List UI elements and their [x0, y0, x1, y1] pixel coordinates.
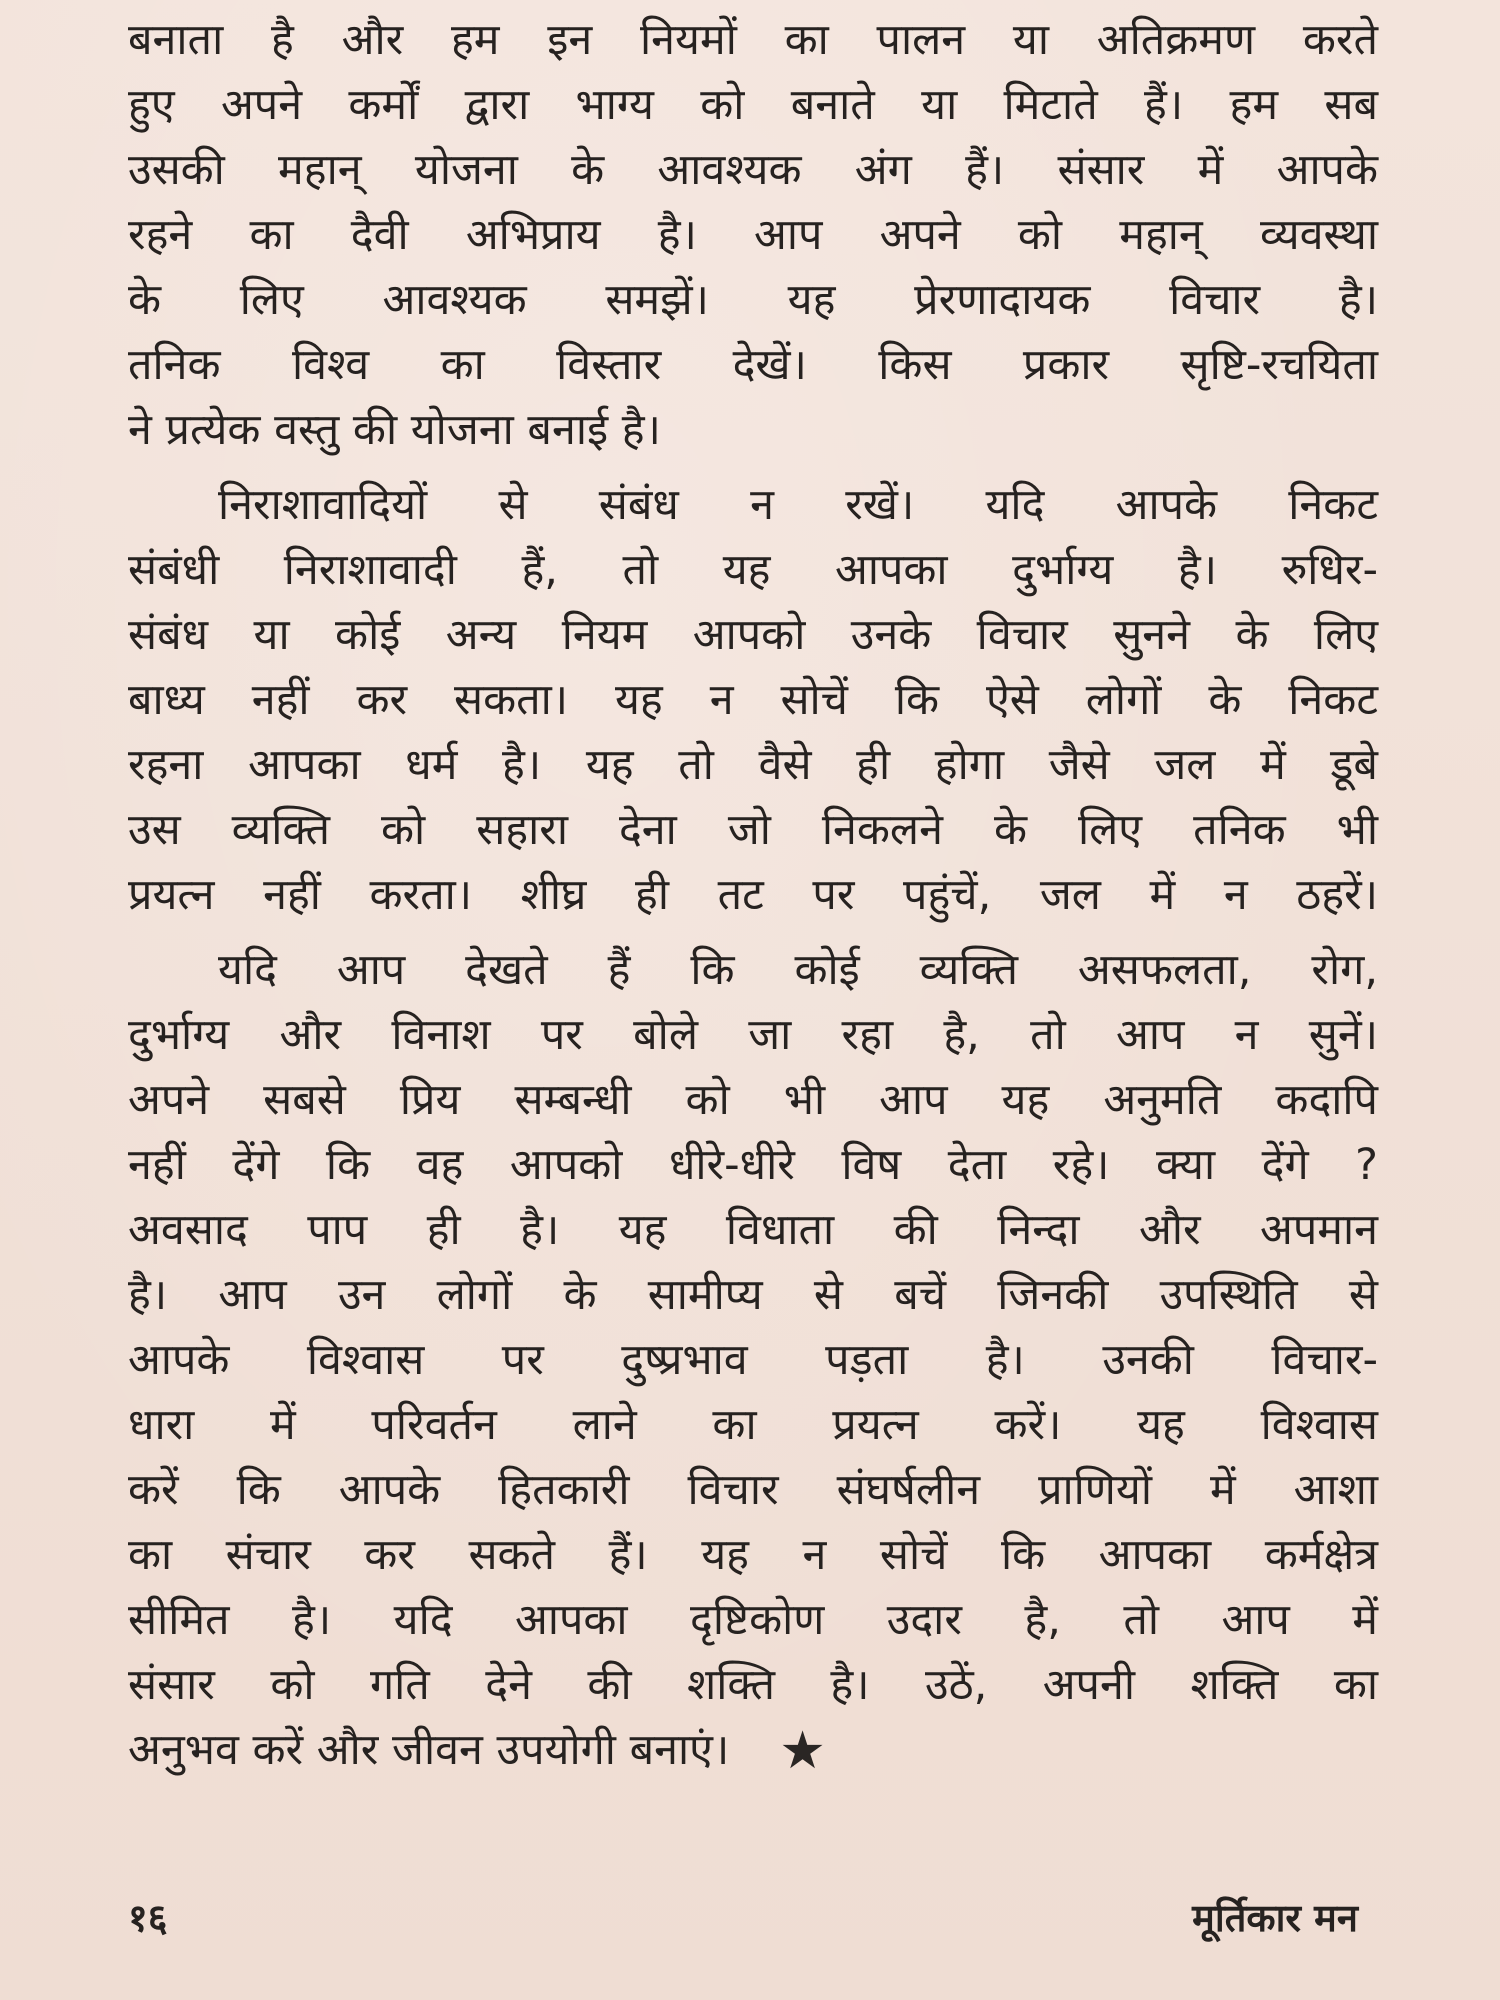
text-line: संसार को गति देने की शक्ति है। उठें, अपनी शक्ति का	[128, 1660, 1378, 1710]
text-line: धारा में परिवर्तन लाने का प्रयत्न करें। यह विश्वास	[128, 1400, 1378, 1450]
paragraph-3	[128, 938, 1378, 1783]
paragraph-1	[128, 8, 1378, 463]
text-line: उसकी महान् योजना के आवश्यक अंग हैं। संसार में आपके	[128, 145, 1378, 195]
text-line: अवसाद पाप ही है। यह विधाता की निन्दा और अपमान	[128, 1205, 1378, 1255]
paragraph-gap	[128, 463, 1378, 473]
text-line: संबंध या कोई अन्य नियम आपको उनके विचार सुनने के लिए	[128, 610, 1378, 660]
text-line: तनिक विश्व का विस्तार देखें। किस प्रकार सृष्टि-रचयिता	[128, 340, 1378, 390]
star-icon: ★	[779, 1721, 826, 1781]
text-line: ने प्रत्येक वस्तु की योजना बनाई है।	[128, 405, 661, 455]
text-line: निराशावादियों से संबंध न रखें। यदि आपके निकट	[218, 480, 1378, 530]
body-text	[128, 8, 1378, 1783]
running-title: मूर्तिकार मन	[1192, 1896, 1358, 1940]
text-line: आपके विश्वास पर दुष्प्रभाव पड़ता है। उनकी विचार-	[128, 1335, 1378, 1385]
text-line: हुए अपने कर्मों द्वारा भाग्य को बनाते या मिटाते हैं। हम सब	[128, 80, 1378, 130]
text-line: उस व्यक्ति को सहारा देना जो निकलने के लिए तनिक भी	[128, 805, 1378, 855]
text-line: यदि आप देखते हैं कि कोई व्यक्ति असफलता, रोग,	[218, 945, 1378, 995]
text-line: दुर्भाग्य और विनाश पर बोले जा रहा है, तो आप न सुनें।	[128, 1010, 1378, 1060]
text-line-final	[128, 1718, 1378, 1783]
text-line: का संचार कर सकते हैं। यह न सोचें कि आपका कर्मक्षेत्र	[128, 1530, 1378, 1580]
text-line: प्रयत्न नहीं करता। शीघ्र ही तट पर पहुंचें, जल में न ठहरें।	[128, 870, 1378, 920]
paragraph-gap	[128, 928, 1378, 938]
paragraph-2	[128, 473, 1378, 928]
text-line: अपने सबसे प्रिय सम्बन्धी को भी आप यह अनुमति कदापि	[128, 1075, 1378, 1125]
text-line: रहने का दैवी अभिप्राय है। आप अपने को महान् व्यवस्था	[128, 210, 1378, 260]
text-line: रहना आपका धर्म है। यह तो वैसे ही होगा जैसे जल में डूबे	[128, 740, 1378, 790]
text-line: नहीं देंगे कि वह आपको धीरे-धीरे विष देता रहे। क्या देंगे ?	[128, 1140, 1378, 1190]
text-line: बनाता है और हम इन नियमों का पालन या अतिक्रमण करते	[128, 15, 1378, 65]
page-footer	[128, 1888, 1358, 1948]
text-line: सीमित है। यदि आपका दृष्टिकोण उदार है, तो आप में	[128, 1595, 1378, 1645]
text-line: है। आप उन लोगों के सामीप्य से बचें जिनकी उपस्थिति से	[128, 1270, 1378, 1320]
text-line: संबंधी निराशावादी हैं, तो यह आपका दुर्भाग्य है। रुधिर-	[128, 545, 1378, 595]
final-line-text: अनुभव करें और जीवन उपयोगी बनाएं।	[128, 1725, 730, 1775]
text-line: बाध्य नहीं कर सकता। यह न सोचें कि ऐसे लोगों के निकट	[128, 675, 1378, 725]
text-line: के लिए आवश्यक समझें। यह प्रेरणादायक विचार है।	[128, 275, 1378, 325]
page-number: १६	[128, 1896, 168, 1940]
text-line: करें कि आपके हितकारी विचार संघर्षलीन प्राणियों में आशा	[128, 1465, 1378, 1515]
